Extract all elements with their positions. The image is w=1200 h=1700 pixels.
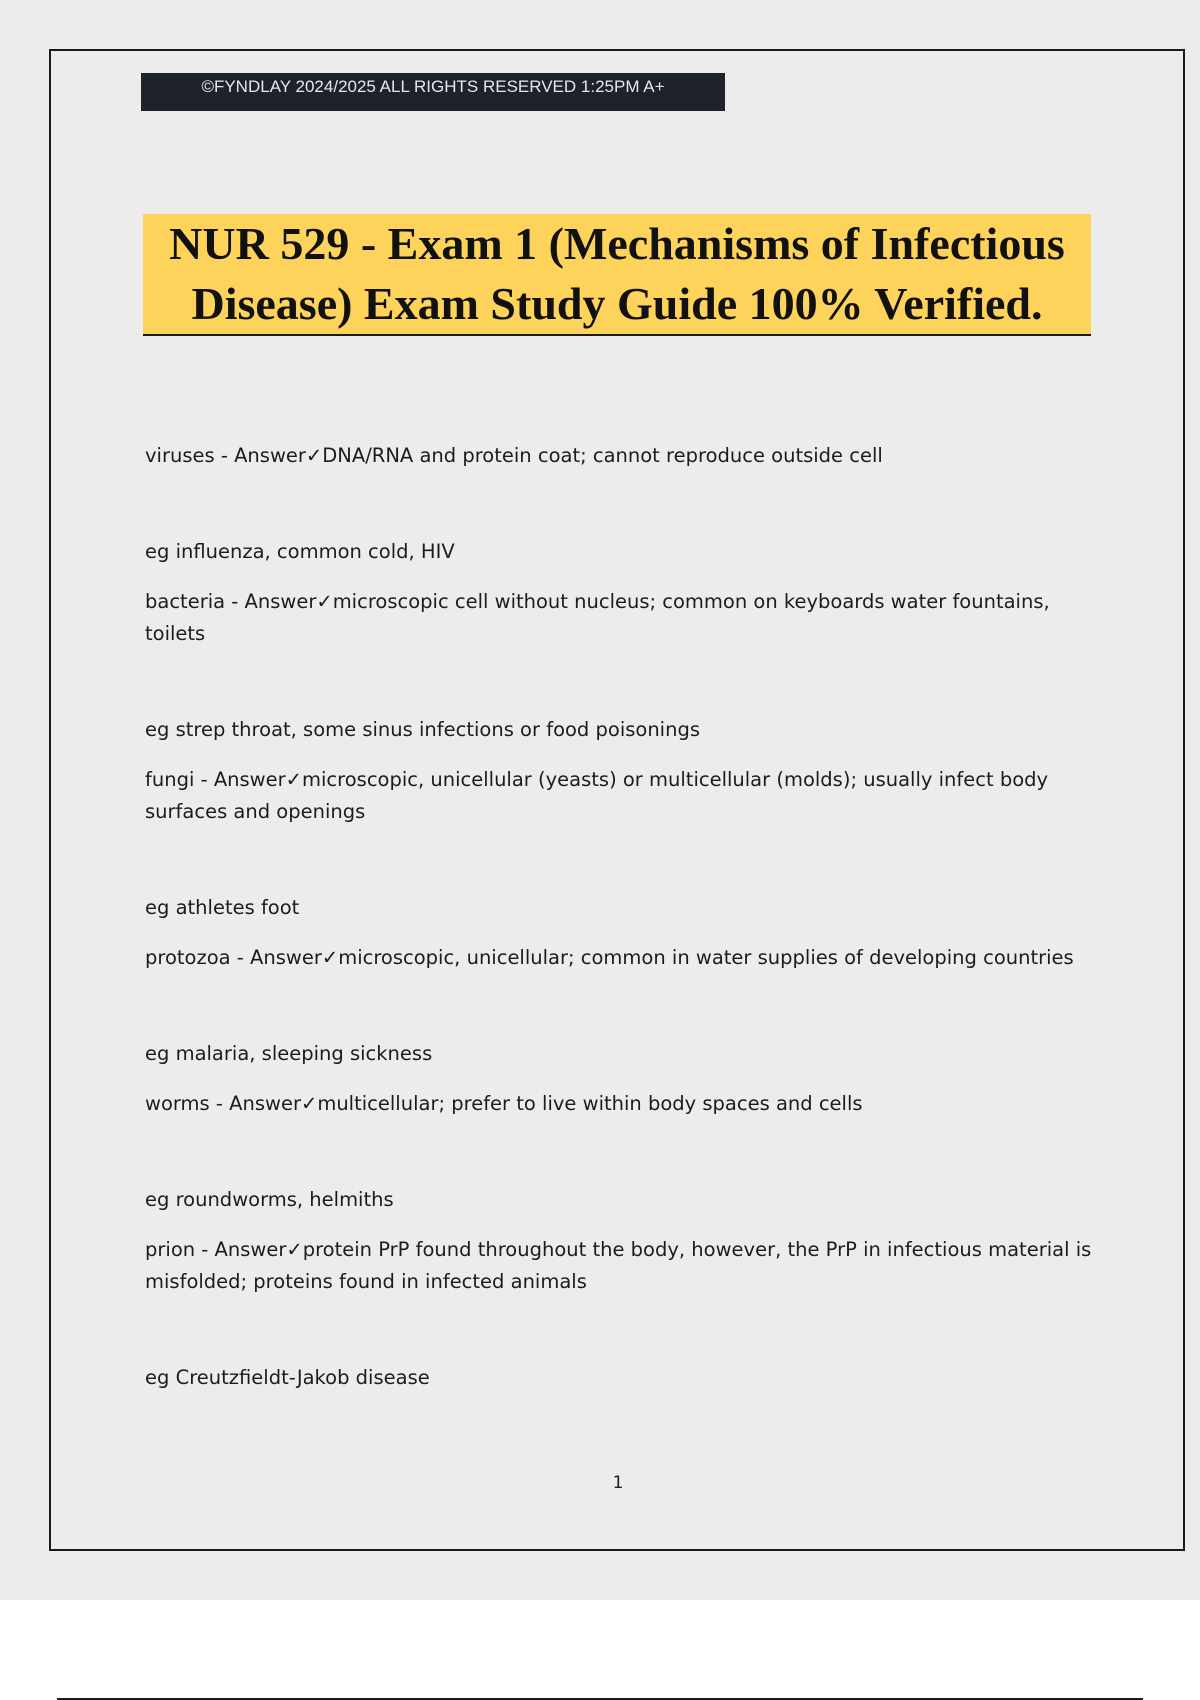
check-icon: ✓ [321,946,339,969]
question-answer [145,764,1095,828]
term: viruses [145,444,215,467]
term: protozoa [145,946,231,969]
entry-worms [145,1088,1095,1234]
answer-text: microscopic, unicellular (yeasts) or multicellular (molds); usually infect body surfaces and openings [145,768,1049,823]
entry-protozoa [145,942,1095,1088]
example-text: eg influenza, common cold, HIV [145,540,455,563]
question-answer [145,1234,1095,1298]
check-icon: ✓ [286,1238,303,1261]
question-answer [145,1088,1095,1120]
answer-separator: - Answer [194,768,286,791]
entry-viruses [145,440,1095,586]
example-text: eg Creutzfieldt-Jakob disease [145,1366,430,1389]
page-title [169,214,1065,334]
question-answer [145,586,1095,650]
answer-text: multicellular; prefer to live within body spaces and cells [317,1092,863,1115]
page-number: 1 [612,1473,624,1493]
check-icon: ✓ [300,1092,318,1115]
answer-separator: - Answer [209,1092,301,1115]
answer-text: microscopic cell without nucleus; common on keyboards water fountains, toilets [145,590,1050,645]
question-answer [145,942,1095,974]
example-text: eg malaria, sleeping sickness [145,1042,433,1065]
answer-separator: - Answer [195,1238,287,1261]
answer-separator: - Answer [230,946,322,969]
term: prion [145,1238,196,1261]
copyright-text: ©FYNDLAY 2024/2025 ALL RIGHTS RESERVED 1:25PM A+ [201,77,665,96]
copyright-banner [141,73,725,111]
answer-separator: - Answer [214,444,306,467]
answer-separator: - Answer [225,590,317,613]
entry-fungi [145,764,1095,942]
entry-prion [145,1234,1095,1394]
title-line-1: NUR 529 - Exam 1 (Mechanisms of Infectious [169,218,1065,269]
term: worms [145,1092,210,1115]
check-icon: ✓ [285,768,302,791]
study-entries [145,440,1095,1394]
question-answer [145,440,1095,472]
check-icon: ✓ [305,444,323,467]
entry-bacteria [145,586,1095,764]
title-line-2: Disease) Exam Study Guide 100% Verified. [191,278,1043,329]
answer-text: DNA/RNA and protein coat; cannot reproduce outside cell [322,444,883,467]
answer-text: protein PrP found throughout the body, however, the PrP in infectious material is misfolded; proteins found in infected animals [145,1238,1092,1293]
term: fungi [145,768,195,791]
term: bacteria [145,590,226,613]
title-highlight [143,214,1091,336]
example-text: eg roundworms, helmiths [145,1188,394,1211]
check-icon: ✓ [316,590,333,613]
example-text: eg athletes foot [145,896,300,919]
answer-text: microscopic, unicellular; common in water supplies of developing countries [338,946,1074,969]
example-text: eg strep throat, some sinus infections or food poisonings [145,718,700,741]
